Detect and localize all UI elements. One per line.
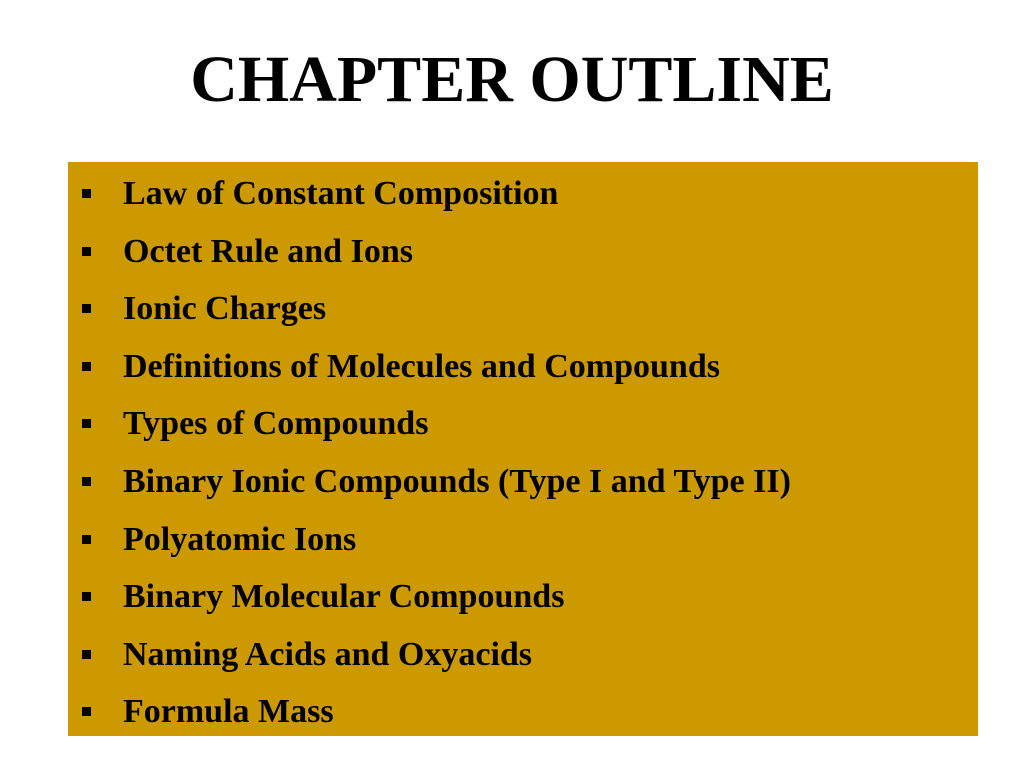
outline-item-label: Octet Rule and Ions [123, 232, 413, 270]
outline-box [68, 162, 978, 736]
outline-item-label: Ionic Charges [123, 290, 327, 328]
outline-item-label: Definitions of Molecules and Compounds [123, 347, 720, 385]
outline-item [68, 404, 978, 462]
square-bullet-icon [82, 362, 91, 371]
square-bullet-icon [82, 592, 91, 601]
outline-item-label: Formula Mass [123, 693, 334, 731]
outline-item [68, 577, 978, 635]
outline-item [68, 520, 978, 578]
square-bullet-icon [82, 707, 91, 716]
square-bullet-icon [82, 247, 91, 256]
outline-item [68, 347, 978, 405]
square-bullet-icon [82, 189, 91, 198]
outline-item-label: Binary Molecular Compounds [123, 578, 565, 616]
outline-item-label: Polyatomic Ions [123, 520, 357, 558]
outline-item [68, 289, 978, 347]
outline-item-label: Law of Constant Composition [123, 175, 559, 212]
outline-list [68, 174, 978, 750]
square-bullet-icon [82, 477, 91, 486]
outline-item [68, 692, 978, 750]
square-bullet-icon [82, 535, 91, 544]
slide-title: CHAPTER OUTLINE [190, 43, 834, 116]
square-bullet-icon [82, 419, 91, 428]
outline-item-label: Naming Acids and Oxyacids [123, 635, 533, 673]
outline-item-label: Types of Compounds [123, 405, 429, 443]
outline-item [68, 174, 978, 232]
square-bullet-icon [82, 304, 91, 313]
outline-item [68, 232, 978, 290]
square-bullet-icon [82, 650, 91, 659]
outline-item [68, 462, 978, 520]
outline-item [68, 635, 978, 693]
outline-item-label: Binary Ionic Compounds (Type I and Type II) [123, 462, 791, 500]
